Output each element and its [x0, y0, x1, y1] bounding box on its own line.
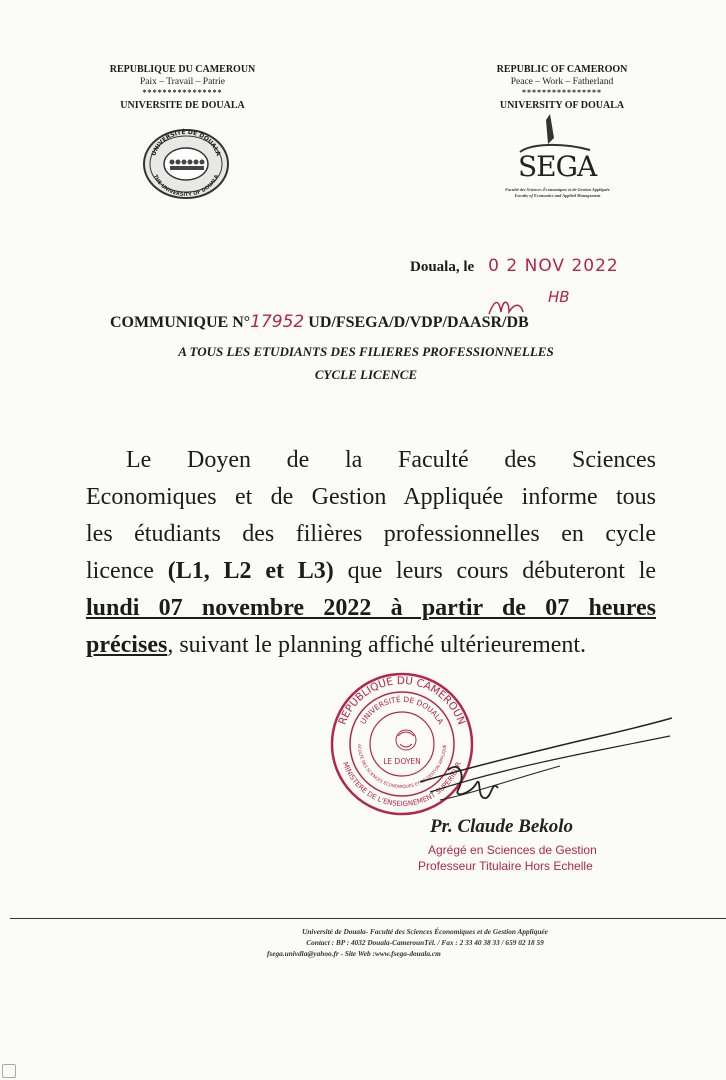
- fsega-faculty-en: Faculty of Economics and Applied Management: [514, 193, 601, 198]
- stamp-inner-bottom: ACULTÉ DES SCIENCES ÉCONOMIQUES ET DE GESTION APPLIQUÉ: [356, 743, 448, 790]
- body-precises: précises: [86, 632, 168, 658]
- seal-bottom-text: THE UNIVERSITY OF DOUALA: [151, 173, 221, 199]
- signatory-title2: Professeur Titulaire Hors Echelle: [418, 859, 593, 873]
- header-left: [100, 64, 265, 112]
- initials-handwritten: HB: [548, 288, 570, 306]
- scanner-badge: [2, 1064, 16, 1078]
- date-prefix: Douala, le: [410, 259, 475, 275]
- signatory-title1: Agrégé en Sciences de Gestion: [428, 843, 597, 857]
- audience-line1: A TOUS LES ETUDIANTS DES FILIERES PROFESSIONNELLES: [178, 344, 554, 359]
- announcement-body: [86, 442, 656, 664]
- body-line-3: les étudiants des filières professionnelles en cycle: [86, 521, 656, 547]
- footer-divider: [10, 918, 726, 919]
- communique-number: 17952: [250, 312, 305, 332]
- audience: [110, 340, 622, 386]
- header-right-motto: Peace – Work – Fatherland: [510, 77, 614, 87]
- header-right-country: REPUBLIC OF CAMEROON: [496, 64, 628, 75]
- seal-top-text: UNIVERSITÉ DE DOUALA: [150, 128, 222, 157]
- header-right-university: UNIVERSITY OF DOUALA: [499, 100, 625, 111]
- footer-line1: Université de Douala- Faculté des Sciences Économiques et de Gestion Appliquée: [302, 927, 548, 936]
- header-left-country: REPUBLIQUE DU CAMEROUN: [109, 64, 256, 75]
- signatory-name: Pr. Claude Bekolo: [430, 816, 574, 837]
- stamp-outer-bottom: MINISTERE DE L'ENSEIGNEMENT SUPERIEUR: [341, 760, 463, 809]
- body-line-4-b: que leurs cours débuteront le: [347, 558, 657, 584]
- university-seal-logo: [142, 128, 230, 200]
- footer-line3: fsega.univdla@yahoo.fr - Site Web :www.fsega-douala.cm: [267, 949, 441, 958]
- stamp-outer-top: REPUBLIQUE DU CAMEROUN: [336, 674, 468, 727]
- footer: [255, 926, 595, 959]
- header-left-motto: Paix – Travail – Patrie: [140, 77, 225, 87]
- footer-line2: Contact : BP : 4032 Douala-CamerounTél. / Fax : 2 33 40 38 33 / 659 02 18 59: [306, 938, 544, 947]
- stamp-center: LE DOYEN: [383, 757, 421, 766]
- signatory-titles: [418, 842, 597, 874]
- fsega-logo: [490, 112, 625, 208]
- communique-title: [110, 312, 529, 332]
- date-line: [410, 256, 619, 276]
- header-left-stars: ****************: [142, 88, 223, 97]
- communique-label: COMMUNIQUE N°: [110, 314, 251, 331]
- communique-ref: UD/FSEGA/D/VDP/DAASR/DB: [308, 314, 529, 331]
- body-levels: (L1, L2 et L3): [167, 558, 334, 584]
- body-line-6-rest: , suivant le planning affiché ultérieurement.: [167, 632, 587, 658]
- audience-line2: CYCLE LICENCE: [314, 367, 418, 382]
- header-left-university: UNIVERSITE DE DOUALA: [120, 100, 245, 111]
- body-line-1: Le Doyen de la Faculté des Sciences: [126, 447, 656, 473]
- header-right: [478, 64, 646, 112]
- body-line-6: [86, 627, 656, 664]
- body-line-4: [86, 553, 656, 590]
- date-stamp: 0 2 NOV 2022: [488, 256, 619, 276]
- header-right-stars: ****************: [522, 88, 602, 97]
- body-line-4-a: licence: [86, 558, 154, 584]
- signature-scribble: [400, 700, 680, 820]
- body-start-date: lundi 07 novembre 2022 à partir de 07 heures: [86, 595, 656, 621]
- body-line-2: Economiques et de Gestion Appliquée informe tous: [86, 484, 656, 510]
- fsega-faculty-fr: Faculté des Sciences Économiques et de Gestion Appliquée: [505, 187, 610, 192]
- stamp-inner-top: UNIVERSITÉ DE DOUALA: [358, 694, 446, 726]
- fsega-logo-text: SEGA: [518, 150, 597, 182]
- initials-scribble: [485, 292, 545, 318]
